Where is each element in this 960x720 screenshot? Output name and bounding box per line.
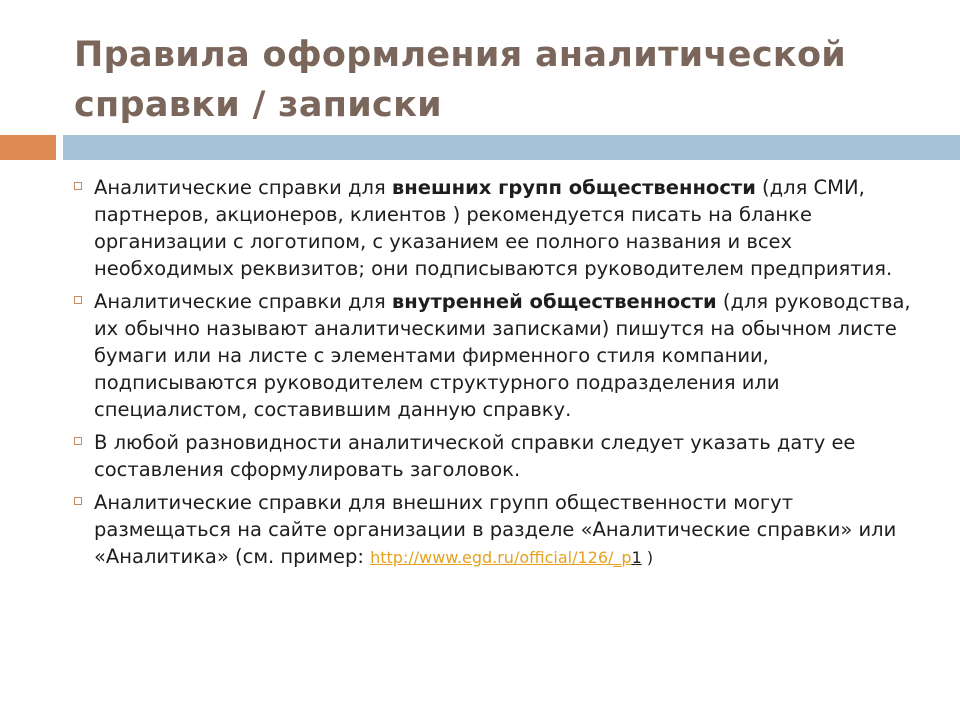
bullet-list bbox=[74, 174, 934, 577]
example-link[interactable]: http://www.egd.ru/official/126/_p bbox=[370, 548, 632, 567]
title-accent-bar-orange bbox=[0, 135, 56, 160]
bullet-text-bold: внутренней общественности bbox=[391, 290, 717, 313]
bullet-marker bbox=[74, 437, 82, 445]
bullet-text-bold: внешних групп общественности bbox=[391, 176, 756, 199]
bullet-item-date-title bbox=[74, 429, 934, 483]
bullet-item-internal-public bbox=[74, 288, 934, 423]
bullet-text-after: (для руководства, их обычно называют аналитическими записками) пишутся на обычном листе бумаги или на листе с элементами фирменного стиля компании, подписываются руководителем структурного подразделения или специалистом, составившим данную справку. bbox=[94, 290, 911, 421]
bullet-text-after: ) bbox=[641, 548, 654, 567]
bullet-text-after: (для СМИ, партнеров, акционеров, клиентов ) рекомендуется писать на бланке организации с логотипом, с указанием ее полного названия и всех необходимых реквизитов; они подписываются руководителем предприятия. bbox=[94, 176, 893, 280]
example-link-tail[interactable]: 1 bbox=[631, 548, 642, 567]
bullet-text: Аналитические справки для внешних групп общественности могут размещаться на сайте организации в разделе «Аналитические справки» или «Аналитика» (см. пример: bbox=[94, 491, 897, 568]
slide-title: Правила оформления аналитической справки / записки bbox=[74, 35, 847, 125]
bullet-text-before: Аналитические справки для bbox=[94, 176, 392, 199]
bullet-item-website bbox=[74, 489, 934, 571]
bullet-item-external-groups bbox=[74, 174, 934, 282]
title-accent-bar-blue bbox=[63, 135, 960, 160]
bullet-text-before: Аналитические справки для bbox=[94, 290, 392, 313]
bullet-marker bbox=[74, 182, 82, 190]
bullet-marker bbox=[74, 296, 82, 304]
bullet-marker bbox=[74, 497, 82, 505]
bullet-text: В любой разновидности аналитической справки следует указать дату ее составления сформулировать заголовок. bbox=[94, 431, 856, 481]
